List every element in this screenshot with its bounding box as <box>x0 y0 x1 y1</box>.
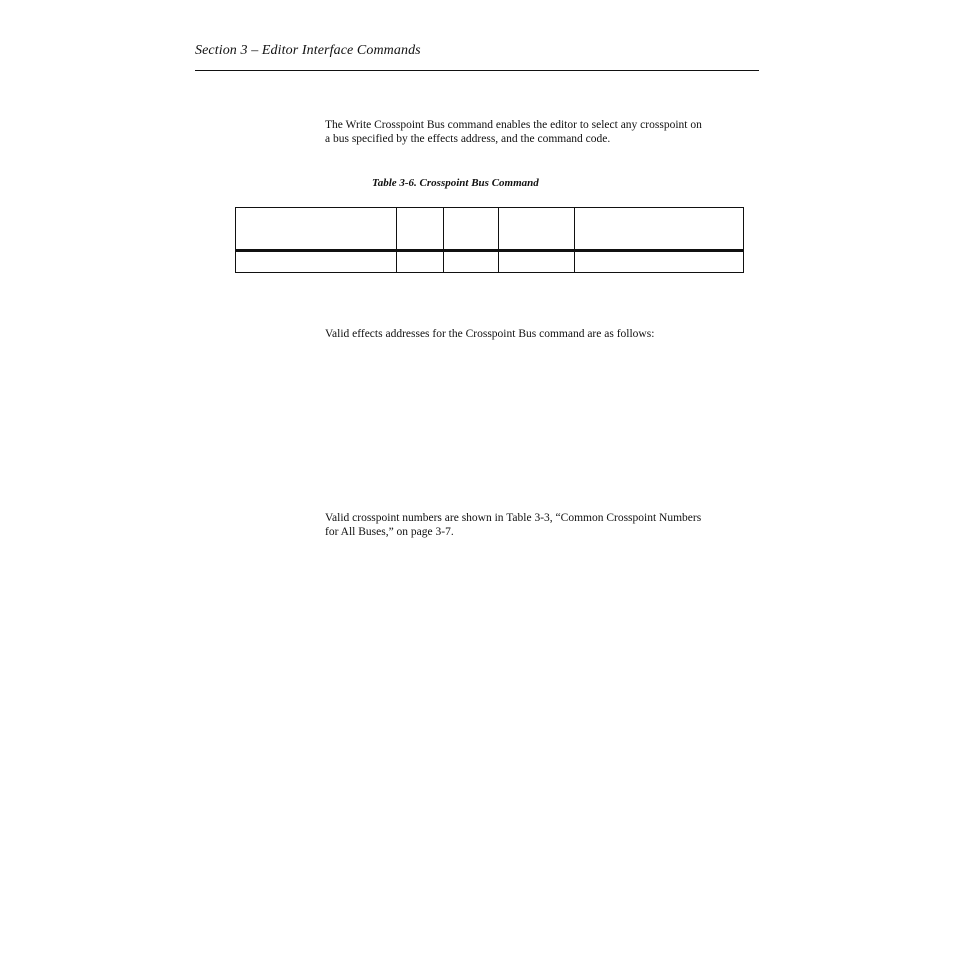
table-row <box>236 251 744 273</box>
crosspoint-numbers-paragraph <box>325 511 765 539</box>
table-header-row <box>236 208 744 251</box>
table-header-cell <box>575 208 744 251</box>
table-cell <box>236 251 397 273</box>
table-cell <box>499 251 575 273</box>
table-cell <box>575 251 744 273</box>
table-header-cell <box>236 208 397 251</box>
crosspoint-bus-command-table <box>235 207 744 273</box>
intro-paragraph <box>325 118 765 146</box>
effects-addresses-paragraph: Valid effects addresses for the Crosspoint Bus command are as follows: <box>325 328 655 340</box>
table-cell <box>444 251 499 273</box>
intro-line-1: The Write Crosspoint Bus command enables the editor to select any crosspoint on <box>325 119 702 131</box>
table-header-cell <box>397 208 444 251</box>
header-rule <box>195 70 759 71</box>
crosspoint-line-2: for All Buses,” on page 3-7. <box>325 526 454 538</box>
table-header-cell <box>499 208 575 251</box>
table-cell <box>397 251 444 273</box>
intro-line-2: a bus specified by the effects address, and the command code. <box>325 133 611 145</box>
table-header-cell <box>444 208 499 251</box>
table-caption: Table 3-6. Crosspoint Bus Command <box>372 177 539 189</box>
running-header-title: Section 3 – Editor Interface Commands <box>195 43 421 58</box>
crosspoint-line-1: Valid crosspoint numbers are shown in Table 3-3, “Common Crosspoint Numbers <box>325 512 702 524</box>
